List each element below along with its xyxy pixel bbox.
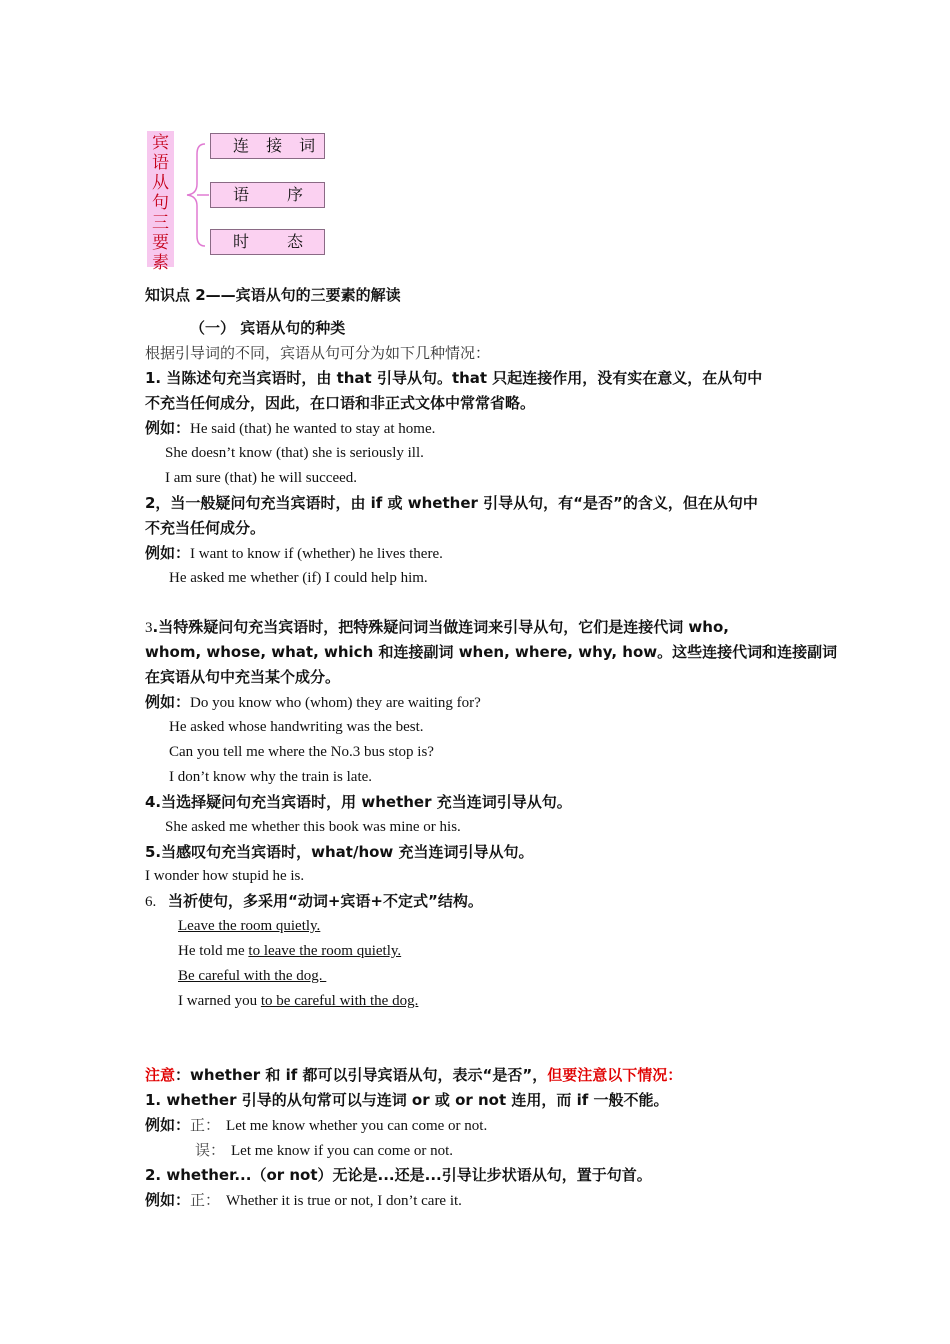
example-label: 例如： bbox=[145, 1191, 191, 1209]
example-label: 例如： bbox=[145, 544, 191, 562]
underlined-phrase: to leave the room quietly. bbox=[248, 943, 402, 959]
example-row bbox=[145, 1115, 487, 1136]
diagram-vertical-label bbox=[147, 131, 174, 273]
note-red-text: 但要注意以下情况： bbox=[547, 1066, 683, 1084]
example-sentence: He asked me whether (if) I could help him. bbox=[169, 570, 428, 586]
rule3-line3: 在宾语从句中充当某个成分。 bbox=[145, 668, 341, 686]
vertical-label-char: 素 bbox=[152, 253, 169, 273]
diagram-box-tense: 时 态 bbox=[210, 229, 325, 255]
sentence-prefix: I warned you bbox=[178, 993, 261, 1009]
example-sentence: Leave the room quietly. bbox=[178, 918, 321, 934]
example-sentence: He asked whose handwriting was the best. bbox=[169, 719, 424, 735]
vertical-label-char: 宾 bbox=[152, 133, 169, 153]
rule2-line2: 不充当任何成分。 bbox=[145, 519, 266, 537]
correct-label: 正： bbox=[190, 1116, 221, 1134]
rule6-text: 当祈使句，多采用“动词+宾语+不定式”结构。 bbox=[168, 892, 483, 910]
rule1-line1: 1. 当陈述句充当宾语时，由 that 引导从句。that 只起连接作用，没有实在意义，在从句中 bbox=[145, 369, 763, 387]
example-sentence: Can you tell me where the No.3 bus stop is? bbox=[169, 744, 434, 760]
sub-heading: （一） 宾语从句的种类 bbox=[190, 319, 346, 337]
example-row bbox=[145, 543, 443, 564]
example-sentence: Do you know who (whom) they are waiting for? bbox=[190, 695, 481, 711]
vertical-label-char: 语 bbox=[152, 153, 169, 173]
rule5-text: 5.当感叹句充当宾语时，what/how 充当连词引导从句。 bbox=[145, 843, 534, 861]
vertical-label-char: 三 bbox=[152, 213, 169, 233]
example-row bbox=[195, 1140, 453, 1161]
section-heading: 知识点 2——宾语从句的三要素的解读 bbox=[145, 286, 401, 304]
example-sentence: Let me know whether you can come or not. bbox=[226, 1118, 488, 1134]
rule6-number: 6. bbox=[145, 894, 157, 910]
example-sentence: Whether it is true or not, I don’t care it. bbox=[226, 1193, 462, 1209]
rule3-line2: whom, whose, what, which 和连接副词 when, where, why, how。这些连接代词和连接副词 bbox=[145, 643, 838, 661]
rule6-row bbox=[145, 891, 483, 912]
wrong-label: 误： bbox=[195, 1141, 226, 1159]
intro-text: 根据引导词的不同，宾语从句可分为如下几种情况： bbox=[145, 344, 491, 362]
example-sentence: I don’t know why the train is late. bbox=[169, 769, 373, 785]
curly-brace-icon bbox=[183, 140, 209, 250]
example-label: 例如： bbox=[145, 1116, 191, 1134]
rule1-line2: 不充当任何成分，因此，在口语和非正式文体中常常省略。 bbox=[145, 394, 536, 412]
rule3-number: 3 bbox=[145, 620, 153, 636]
example-row bbox=[145, 692, 481, 713]
example-sentence: Let me know if you can come or not. bbox=[231, 1143, 454, 1159]
example-sentence: I am sure (that) he will succeed. bbox=[165, 470, 358, 486]
example-sentence: She asked me whether this book was mine or his. bbox=[165, 819, 461, 835]
note-label: 注意 bbox=[145, 1066, 176, 1084]
vertical-label-char: 从 bbox=[152, 173, 169, 193]
example-sentence: I wonder how stupid he is. bbox=[145, 868, 305, 884]
example-sentence: She doesn’t know (that) she is seriously ill. bbox=[165, 445, 424, 461]
vertical-label-char: 句 bbox=[152, 193, 169, 213]
example-sentence bbox=[178, 991, 418, 1011]
rule3-line1 bbox=[145, 617, 729, 638]
example-row bbox=[145, 1190, 462, 1211]
example-sentence bbox=[178, 941, 401, 961]
example-sentence: Be careful with the dog. bbox=[178, 968, 327, 984]
rule4-text: 4.当选择疑问句充当宾语时，用 whether 充当连词引导从句。 bbox=[145, 793, 572, 811]
example-row bbox=[145, 418, 435, 439]
note-text: whether 和 if 都可以引导宾语从句，表示“是否”， bbox=[190, 1066, 548, 1084]
example-label: 例如： bbox=[145, 419, 191, 437]
example-label: 例如： bbox=[145, 693, 191, 711]
example-sentence: I want to know if (whether) he lives there. bbox=[190, 546, 443, 562]
underlined-phrase: to be careful with the dog. bbox=[260, 993, 419, 1009]
note-row bbox=[145, 1065, 682, 1086]
example-sentence: He said (that) he wanted to stay at home. bbox=[190, 421, 436, 437]
rule2-line1: 2，当一般疑问句充当宾语时，由 if 或 whether 引导从句，有“是否”的含义，但在从句中 bbox=[145, 494, 758, 512]
note-colon: ： bbox=[175, 1066, 191, 1084]
diagram-box-connective: 连 接 词 bbox=[210, 133, 325, 159]
sentence-prefix: He told me bbox=[178, 943, 249, 959]
correct-label: 正： bbox=[190, 1191, 221, 1209]
note1-text: 1. whether 引导的从句常可以与连词 or 或 or not 连用，而 if 一般不能。 bbox=[145, 1091, 669, 1109]
rule3-text: .当特殊疑问句充当宾语时，把特殊疑问词当做连词来引导从句，它们是连接代词 who, bbox=[152, 618, 729, 636]
diagram-box-word-order: 语 序 bbox=[210, 182, 325, 208]
note2-text: 2. whether...（or not）无论是...还是...引导让步状语从句，置于句首。 bbox=[145, 1166, 652, 1184]
vertical-label-char: 要 bbox=[152, 233, 169, 253]
